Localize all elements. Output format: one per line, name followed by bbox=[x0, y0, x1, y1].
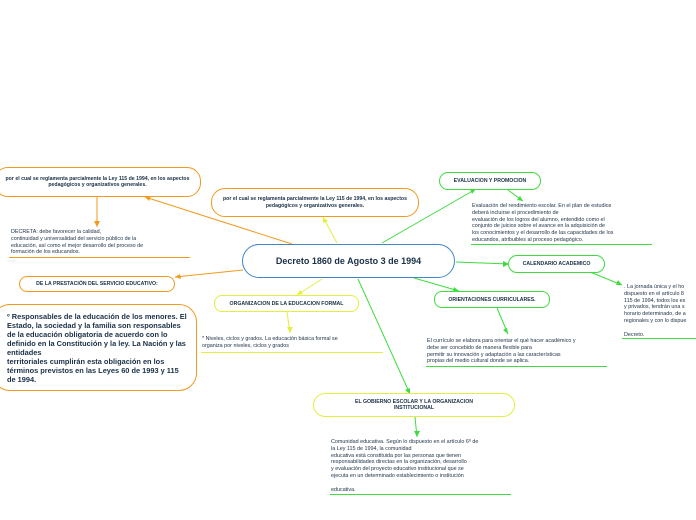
note-niveles: * Niveles, ciclos y grados. La educación básica formal se organiza por niveles, ciclos y grados bbox=[202, 336, 338, 349]
node-evaluacion[interactable] bbox=[439, 172, 541, 190]
node-reglamenta-left[interactable] bbox=[0, 167, 201, 197]
underline-curriculo bbox=[426, 366, 607, 367]
node-responsables[interactable] bbox=[0, 304, 197, 391]
connector-central-calendario bbox=[456, 262, 509, 264]
underline-decreta bbox=[9, 257, 190, 258]
node-reglamenta-left-label: por el cual se reglamenta parcialmente la Ley 115 de 1994, en los aspectos pedagógicos y organizativos generales. bbox=[5, 175, 190, 188]
note-decreta: DECRETA: debe favorecer la calidad, continuidad y universalidad del servicio público de la educación, así como el mejor desarrollo del proceso de formación de los educandos. bbox=[11, 229, 144, 256]
node-orientaciones-label: ORIENTACIONES CURRICULARES. bbox=[448, 296, 536, 303]
connector-central-prestacion bbox=[175, 270, 243, 277]
underline-comunidad bbox=[330, 494, 511, 495]
node-responsables-label: º Responsables de la educación de los menores. El Estado, la sociedad y la familia son responsables de la educación obligatoria de acuerdo con lo definido en la Constitución y la ley. La Nación y las entidades territoriales cumplirán esta obligación en los términos previstos en las Leyes 60 de 1993 y 115 de 1994. bbox=[7, 311, 187, 384]
node-orientaciones[interactable] bbox=[434, 291, 550, 308]
node-gobierno-escolar[interactable] bbox=[313, 393, 515, 417]
note-comunidad: Comunidad educativa. Según lo dispuesto en el artículo 6º de la Ley 115 de 1994, la comunidad educativa está constituida por las personas que tienen responsabilidades directas en la organización, desarrollo y evaluación del proyecto educativo institucional que se ejecuta en un determinado establecimiento o institución educativa. bbox=[331, 439, 479, 493]
note-jornada: . La jornada única y el ho dispuesto en el artículo 8 115 de 1994, todos los es y privados, tendrán una s horario determinado, de a regionales y con lo dispue Decreto. bbox=[624, 284, 687, 338]
node-calendario-label: CALENDARIO ACADEMICO bbox=[522, 261, 591, 267]
central-topic-title: Decreto 1860 de Agosto 3 de 1994 bbox=[275, 256, 422, 266]
node-gobierno-escolar-label: EL GOBIERNO ESCOLAR Y LA ORGANIZACION INSTITUCIONAL bbox=[355, 398, 473, 411]
node-calendario[interactable] bbox=[508, 255, 605, 273]
node-evaluacion-label: EVALUACION Y PROMOCION bbox=[453, 178, 527, 184]
node-organizacion-formal-label: ORGANIZACION DE LA EDUCACION FORMAL bbox=[229, 300, 344, 307]
underline-evaluacion bbox=[471, 244, 652, 245]
central-topic[interactable] bbox=[242, 244, 455, 278]
underline-niveles bbox=[201, 352, 383, 353]
note-curriculo: El currículo se elabora para orientar el qué hacer académico y debe ser concebido de manera flexible para permitir su innovación y adaptación a las características propias del medio cultural donde se aplica. bbox=[427, 338, 576, 365]
node-prestacion-label: DE LA PRESTACIÓN DEL SERVICIO EDUCATIVO: bbox=[36, 281, 158, 287]
node-organizacion-formal[interactable] bbox=[214, 295, 359, 312]
note-evaluacion: Evaluación del rendimiento escolar. En el plan de estudios deberá incluirse el procedimiento de evaluación de los logros del alumno, entendido como el conjunto de juicios sobre el avance en la adquisición de los conocimientos y el desarrollo de las capacidades de los educandos, atribuibles al proceso pedagógico. bbox=[472, 203, 614, 243]
connector-central-orientaciones bbox=[414, 278, 459, 291]
node-reglamenta-center-label: por el cual se reglamenta parcialmente la Ley 115 de 1994, en los aspectos pedagógicos y organizativos generales. bbox=[223, 196, 407, 209]
node-prestacion[interactable] bbox=[19, 276, 175, 292]
node-reglamenta-center[interactable] bbox=[211, 188, 419, 217]
